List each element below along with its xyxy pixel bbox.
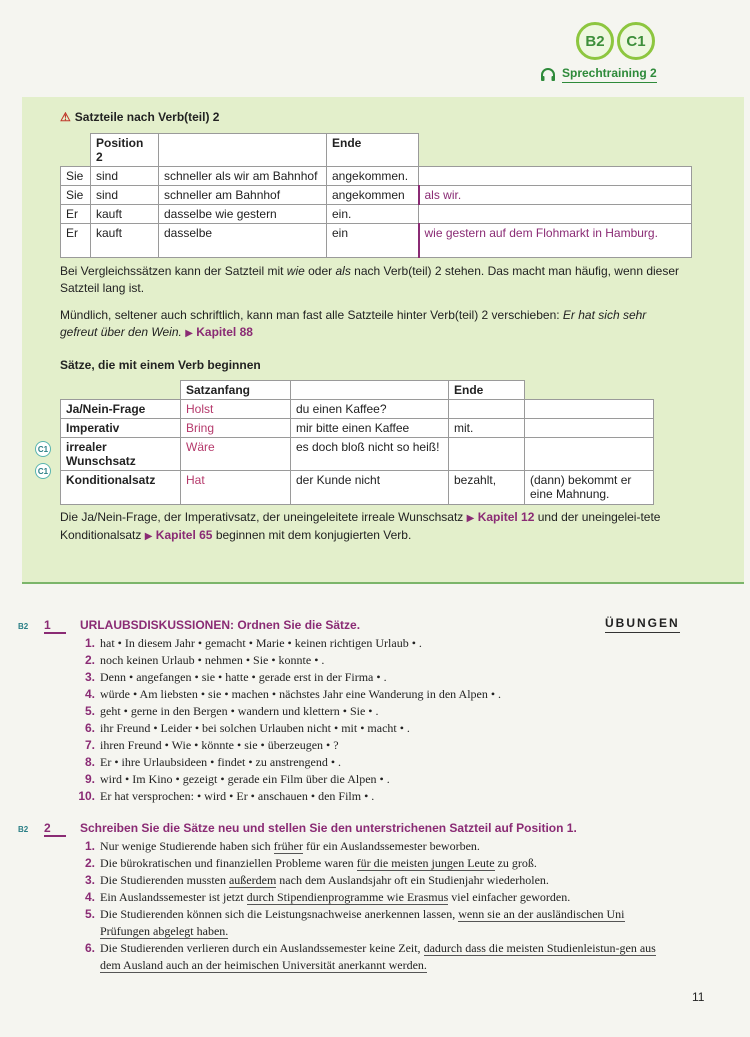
cell: es doch bloß nicht so heiß! (291, 438, 449, 471)
cell: mit. (449, 419, 525, 438)
sprechtraining-label (540, 66, 657, 83)
cell-highlight: wie gestern auf dem Flohmarkt in Hamburg. (419, 224, 692, 258)
title-text: Satzteile nach Verb(teil) 2 (74, 110, 220, 124)
cell-type: Imperativ (61, 419, 181, 438)
list-item: 8. Er • ihre Urlaubsideen • findet • zu anstrengend • . (84, 755, 342, 769)
list-item: 9. wird • Im Kino • gezeigt • gerade ein Film über die Alpen • . (84, 772, 390, 786)
cell: Sie (61, 186, 91, 205)
cell (449, 438, 525, 471)
warning-icon: ⚠ (60, 110, 71, 124)
list-item: 3. Die Studierenden mussten außerdem nach dem Auslandsjahr oft ein Studienjahr wiederholen. (84, 873, 549, 887)
cell (525, 400, 654, 419)
level-badge-c1: C1 (617, 22, 655, 60)
exercise-number: 2 (44, 821, 66, 837)
list-item: 4. würde • Am liebsten • sie • machen • nächstes Jahr eine Wanderung in den Alpen • . (84, 687, 502, 701)
cell: Er (61, 224, 91, 258)
cell: dasselbe (159, 224, 327, 258)
list-item: 7. ihren Freund • Wie • könnte • sie • überzeugen • ? (84, 738, 339, 752)
arrow-right-icon: ▶ (144, 531, 153, 542)
paragraph-verb-beginn: Die Ja/Nein-Frage, der Imperativsatz, der uneingeleitete irreale Wunschsatz ▶ Kapitel 12 und der uneingelei-tete Konditionalsatz ▶ Kapitel 65 beginnen mit dem konjugierten Verb. (60, 510, 661, 542)
cell: sind (91, 186, 159, 205)
headphones-icon (540, 67, 556, 83)
exercise-number: 1 (44, 618, 66, 634)
grammar-info-box (22, 97, 744, 584)
exercise-level: B2 (18, 825, 29, 834)
list-item: 4. Ein Auslandssemester ist jetzt durch Stipendienprogramme wie Erasmus viel einfacher geworden. (84, 890, 571, 904)
cell: du einen Kaffee? (291, 400, 449, 419)
cell: Er (61, 205, 91, 224)
table-row (61, 400, 654, 419)
section-title-satzteile (60, 110, 219, 124)
cell-type: irrealer Wunschsatz (61, 438, 181, 471)
cell (525, 419, 654, 438)
cell: Sie (61, 167, 91, 186)
exercise-title: URLAUBSDISKUSSIONEN: Ordnen Sie die Sätze. (80, 618, 361, 632)
cell-highlight: als wir. (419, 186, 692, 205)
list-item: 5. geht • gerne in den Bergen • wandern und klettern • Sie • . (84, 704, 379, 718)
level-mark-c1: C1 (35, 441, 51, 457)
exercise-1-list (78, 635, 678, 805)
cell: bezahlt, (449, 471, 525, 505)
list-item: 5. Die Studierenden können sich die Leistungsnachweise anerkennen lassen, wenn sie an der ausländischen Uni Prüfungen abgelegt haben. (84, 907, 625, 938)
cell (419, 167, 692, 186)
exercise-2-list (78, 838, 668, 974)
table-verb-beginn (60, 380, 654, 505)
cell-verb: Hat (181, 471, 291, 505)
cell: angekommen. (327, 167, 419, 186)
cell: mir bitte einen Kaffee (291, 419, 449, 438)
cell-verb: Holst (181, 400, 291, 419)
cell (449, 400, 525, 419)
header-position-2: Position 2 (91, 134, 159, 167)
list-item: 6. Die Studierenden verlieren durch ein Auslandssemester keine Zeit, dadurch dass die meisten Studienleistun-gen aus dem Ausland auch an der heimischen Universität anerkannt werden. (84, 941, 656, 972)
cell-type: Ja/Nein-Frage (61, 400, 181, 419)
uebungen-heading: ÜBUNGEN (605, 616, 680, 633)
cell: schneller am Bahnhof (159, 186, 327, 205)
link-kapitel-65[interactable]: Kapitel 65 (155, 528, 213, 542)
table-satzteile (60, 133, 692, 258)
cell-verb: Wäre (181, 438, 291, 471)
cell (419, 205, 692, 224)
table-header-row (61, 381, 654, 400)
header-satzanfang: Satzanfang (181, 381, 291, 400)
arrow-right-icon: ▶ (185, 328, 193, 339)
list-item: 3. Denn • angefangen • sie • hatte • gerade erst in der Firma • . (84, 670, 387, 684)
list-item: 6. ihr Freund • Leider • bei solchen Urlauben nicht • mit • macht • . (84, 721, 410, 735)
level-badge-b2: B2 (576, 22, 614, 60)
cell: (dann) bekommt er eine Mahnung. (525, 471, 654, 505)
level-mark-c1: C1 (35, 463, 51, 479)
exercise-level: B2 (18, 622, 29, 631)
cell: ein (327, 224, 419, 258)
page-number: 11 (692, 990, 705, 1004)
link-kapitel-88[interactable]: Kapitel 88 (196, 325, 253, 339)
cell-verb: Bring (181, 419, 291, 438)
cell (525, 438, 654, 471)
cell: angekommen (327, 186, 419, 205)
arrow-right-icon: ▶ (466, 513, 475, 524)
list-item: 10. Er hat versprochen: • wird • Er • anschauen • den Film • . (78, 789, 375, 803)
section-label: Sprechtraining 2 (562, 66, 657, 83)
list-item: 2. noch keinen Urlaub • nehmen • Sie • konnte • . (84, 653, 325, 667)
section-title-verb-beginn: Sätze, die mit einem Verb beginnen (60, 358, 261, 372)
table-header-row (61, 134, 692, 167)
header-ende: Ende (327, 134, 419, 167)
cell: der Kunde nicht (291, 471, 449, 505)
table-row (61, 167, 692, 186)
table-row (61, 438, 654, 471)
cell: schneller als wir am Bahnhof (159, 167, 327, 186)
cell-type: Konditionalsatz (61, 471, 181, 505)
cell: dasselbe wie gestern (159, 205, 327, 224)
paragraph-muendlich: Mündlich, seltener auch schriftlich, kann man fast alle Satzteile hinter Verb(teil) 2 verschieben: Er hat sich sehr gefreut über den Wein. ▶ Kapitel 88 (60, 308, 647, 339)
table-row (61, 186, 692, 205)
exercise-title: Schreiben Sie die Sätze neu und stellen Sie den unterstrichenen Satzteil auf Position 1. (80, 821, 577, 835)
table-row (61, 224, 692, 258)
cell: sind (91, 167, 159, 186)
link-kapitel-12[interactable]: Kapitel 12 (477, 510, 535, 524)
header-ende: Ende (449, 381, 525, 400)
paragraph-vergleich: Bei Vergleichssätzen kann der Satzteil mit wie oder als nach Verb(teil) 2 stehen. Das macht man häufig, wenn dieser Satzteil lang ist. (60, 264, 680, 295)
list-item: 1. Nur wenige Studierende haben sich früher für ein Auslandssemester beworben. (84, 839, 480, 853)
table-row (61, 419, 654, 438)
cell: kauft (91, 224, 159, 258)
cell: ein. (327, 205, 419, 224)
list-item: 1. hat • In diesem Jahr • gemacht • Marie • keinen richtigen Urlaub • . (84, 636, 422, 650)
table-row (61, 471, 654, 505)
cell: kauft (91, 205, 159, 224)
list-item: 2. Die bürokratischen und finanziellen Probleme waren für die meisten jungen Leute zu groß. (84, 856, 537, 870)
table-row (61, 205, 692, 224)
